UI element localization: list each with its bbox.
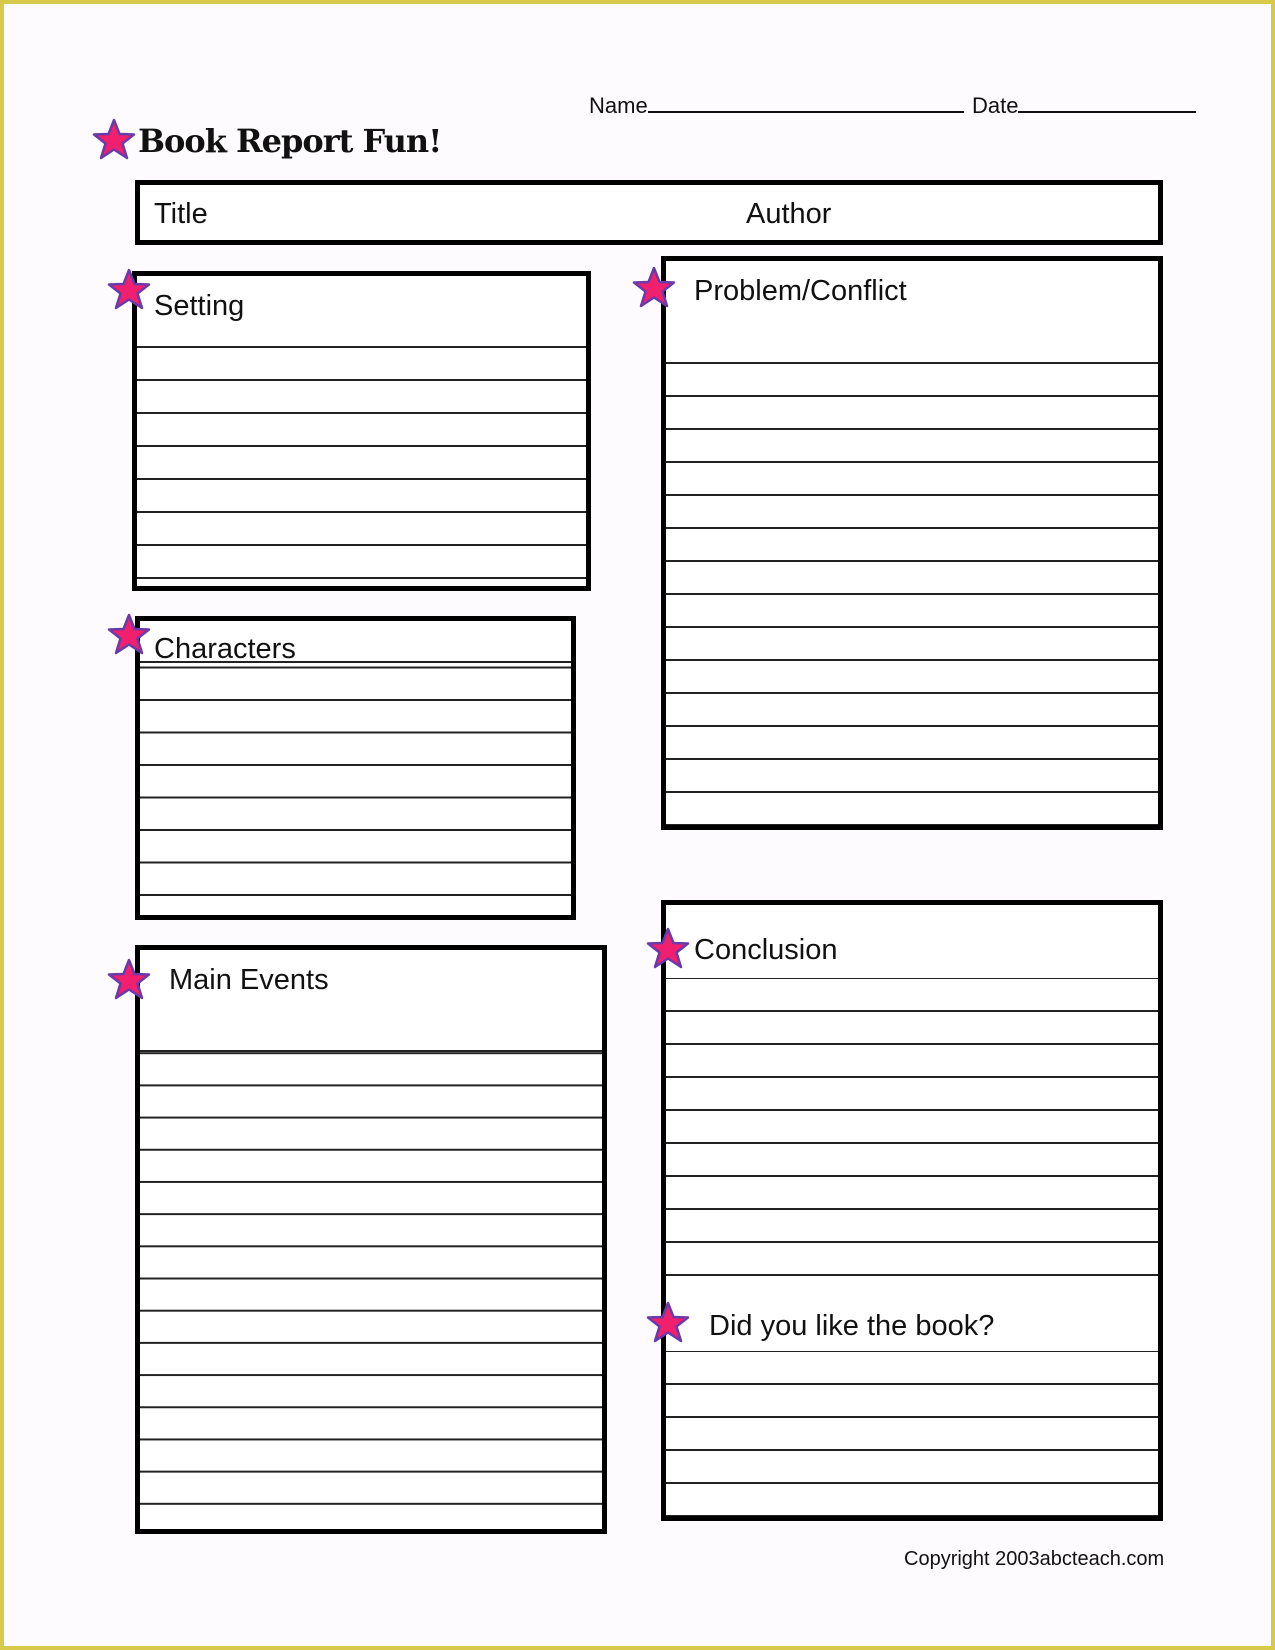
copyright-text: Copyright 2003abcteach.com	[904, 1548, 1165, 1570]
date-line	[1018, 91, 1196, 113]
characters-label: Characters	[154, 633, 296, 665]
page-title: Book Report Fun!	[138, 122, 442, 160]
date-field[interactable]	[972, 91, 1196, 119]
star-icon	[107, 958, 151, 1002]
star-icon	[107, 613, 151, 657]
name-field[interactable]	[589, 91, 964, 119]
liked-book-label: Did you like the book?	[709, 1310, 995, 1342]
main-events-label: Main Events	[169, 964, 329, 996]
title-author-bar[interactable]	[135, 180, 1163, 245]
star-icon	[646, 1301, 690, 1345]
name-line	[648, 91, 964, 113]
conclusion-lines	[666, 978, 1158, 1278]
conclusion-label: Conclusion	[694, 934, 838, 966]
star-icon	[92, 118, 136, 162]
setting-label: Setting	[154, 290, 245, 322]
name-label: Name	[589, 93, 648, 118]
star-icon	[107, 268, 151, 312]
title-label: Title	[154, 198, 208, 230]
date-label: Date	[972, 93, 1019, 118]
star-icon	[632, 266, 676, 310]
problem-conflict-label: Problem/Conflict	[694, 275, 907, 307]
liked-book-lines	[666, 1351, 1158, 1516]
main-events-first-line	[140, 1050, 602, 1052]
problem-conflict-box[interactable]	[661, 256, 1163, 830]
author-label: Author	[746, 198, 832, 230]
star-icon	[646, 927, 690, 971]
